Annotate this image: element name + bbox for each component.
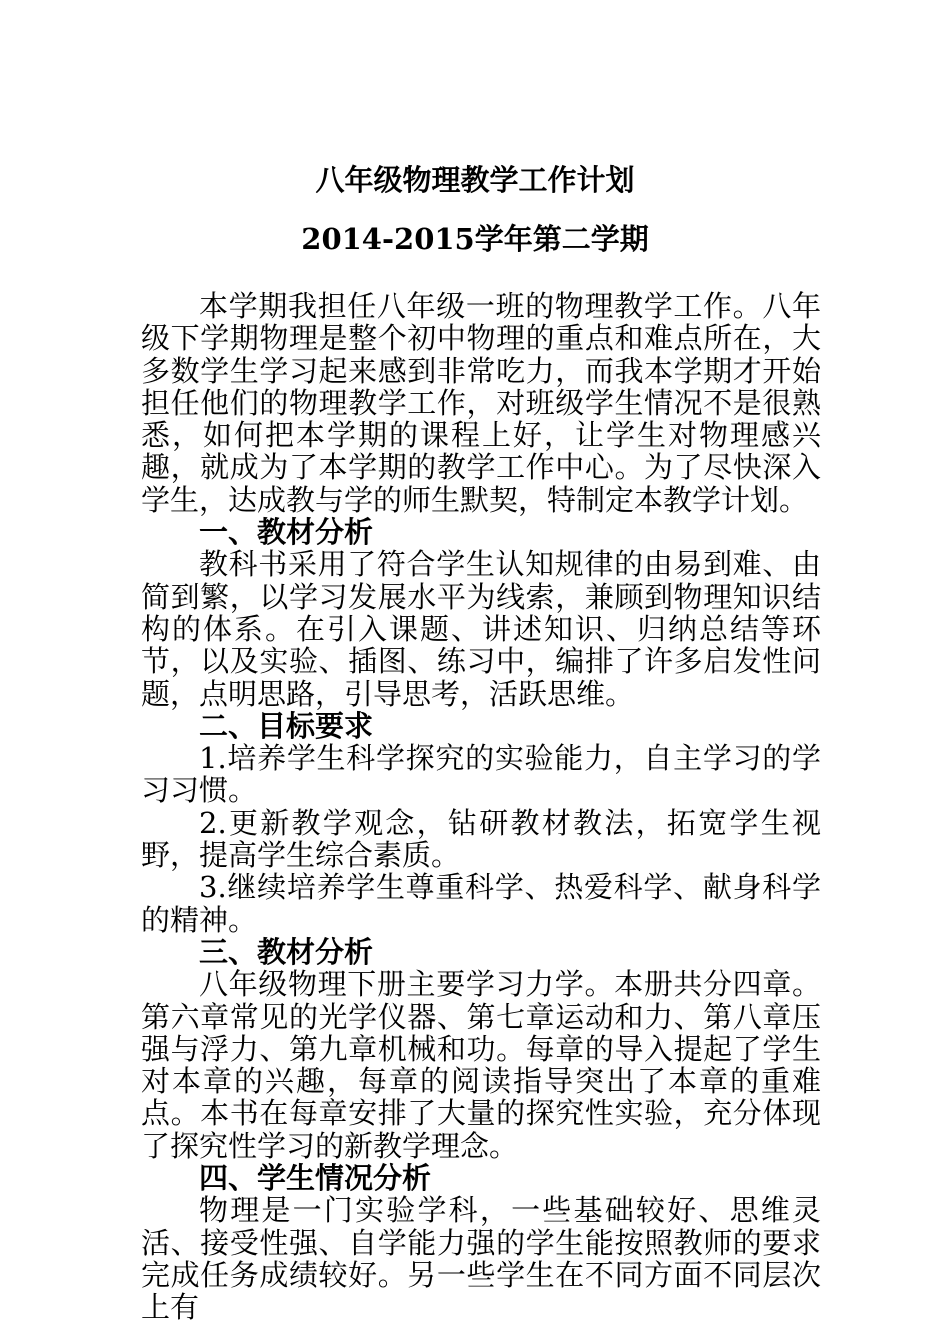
section-4-paragraph-1: 物理是一门实验学科，一些基础较好、思维灵活、接受性强、自学能力强的学生能按照教师的要求完成任务成绩较好。另一些学生在不同方面不同层次上有 [141,1193,821,1325]
section-2-item-1: 1.培养学生科学探究的实验能力，自主学习的学习习惯。 [141,741,821,808]
section-3-paragraph-1: 八年级物理下册主要学习力学。本册共分四章。第六章常见的光学仪器、第七章运动和力、第八章压强与浮力、第九章机械和功。每章的导入提起了学生对本章的兴趣，每章的阅读指导突出了本章的重难点。本书在每章安排了大量的探究性实验，充分体现了探究性学习的新教学理念。 [141,967,821,1163]
intro-paragraph: 本学期我担任八年级一班的物理教学工作。八年级下学期物理是整个初中物理的重点和难点所在，大多数学生学习起来感到非常吃力，而我本学期才开始担任他们的物理教学工作，对班级学生情况不是很熟悉，如何把本学期的课程上好，让学生对物理感兴趣，就成为了本学期的教学工作中心。为了尽快深入学生，达成教与学的师生默契，特制定本教学计划。 [141,289,821,517]
section-2-item-2: 2.更新教学观念，钻研教材教法，拓宽学生视野，提高学生综合素质。 [141,805,821,873]
section-heading-1: 一、教材分析 [199,515,374,550]
document-body [141,290,821,1324]
section-heading-2: 二、目标要求 [199,708,374,743]
section-heading-3: 三、教材分析 [199,934,374,969]
section-2-item-3: 3.继续培养学生尊重科学、热爱科学、献身科学的精神。 [141,870,821,937]
document-title: 八年级物理教学工作计划 [315,163,635,197]
document-subtitle: 2014-2015学年第二学期 [301,222,649,256]
section-heading-4: 四、学生情况分析 [199,1161,432,1196]
section-1-paragraph-1: 教科书采用了符合学生认知规律的由易到难、由简到繁，以学习发展水平为线索，兼顾到物理知识结构的体系。在引入课题、讲述知识、归纳总结等环节，以及实验、插图、练习中，编排了许多启发性问题，点明思路，引导思考，活跃思维。 [141,547,821,711]
